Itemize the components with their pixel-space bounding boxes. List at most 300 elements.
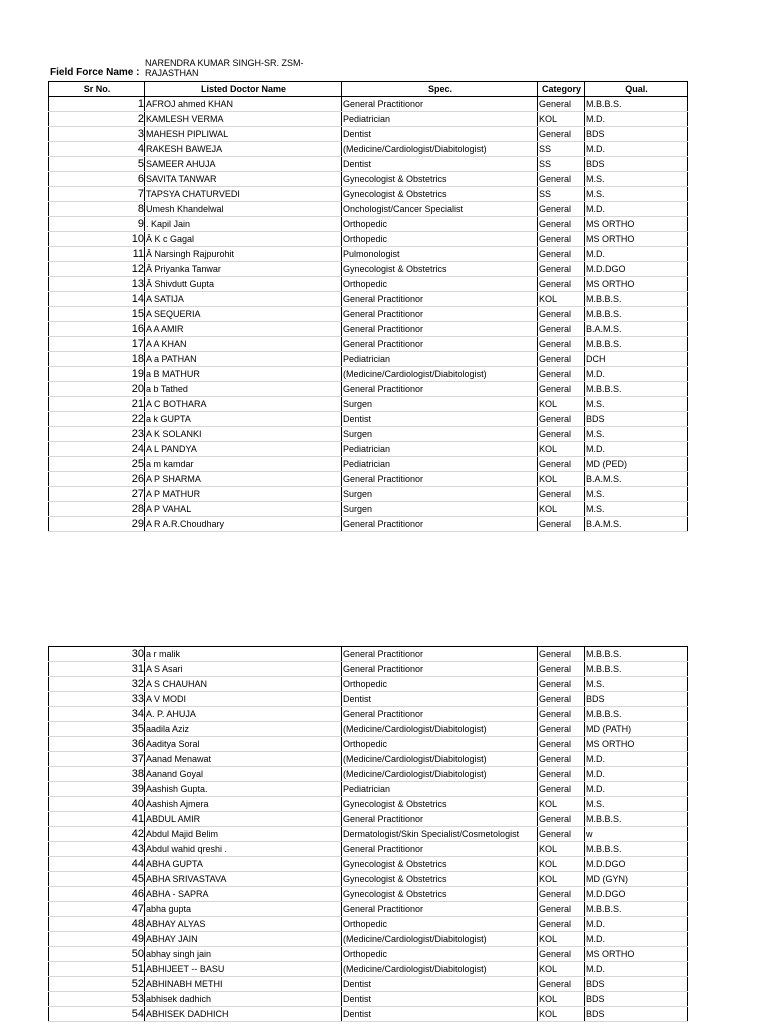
table-row xyxy=(49,647,688,662)
spec-cell: Dentist xyxy=(342,977,538,992)
qual-cell: M.D. xyxy=(585,932,688,947)
sr-no-cell: 33 xyxy=(49,692,145,707)
doctor-name-cell: Aanad Menawat xyxy=(145,752,342,767)
table-row xyxy=(49,707,688,722)
category-cell: General xyxy=(538,457,585,472)
spec-cell: Gynecologist & Obstetrics xyxy=(342,797,538,812)
category-cell: General xyxy=(538,217,585,232)
qual-cell: M.D.DGO xyxy=(585,262,688,277)
category-cell: General xyxy=(538,307,585,322)
spec-cell: Dentist xyxy=(342,992,538,1007)
spec-cell: Gynecologist & Obstetrics xyxy=(342,262,538,277)
category-cell: General xyxy=(538,887,585,902)
doctor-name-cell: ABHIJEET -- BASU xyxy=(145,962,342,977)
table-row xyxy=(49,442,688,457)
doctor-name-cell: A P MATHUR xyxy=(145,487,342,502)
table-row xyxy=(49,917,688,932)
category-cell: KOL xyxy=(538,292,585,307)
sr-no-cell: 13 xyxy=(49,277,145,292)
category-cell: General xyxy=(538,902,585,917)
spec-cell: Pediatrician xyxy=(342,442,538,457)
qual-cell: M.D. xyxy=(585,917,688,932)
category-cell: General xyxy=(538,782,585,797)
doctor-name-cell: Â K c Gagal xyxy=(145,232,342,247)
qual-cell: M.B.B.S. xyxy=(585,707,688,722)
sr-no-cell: 25 xyxy=(49,457,145,472)
spec-cell: Gynecologist & Obstetrics xyxy=(342,887,538,902)
spec-cell: (Medicine/Cardiologist/Diabitologist) xyxy=(342,767,538,782)
spec-cell: Dentist xyxy=(342,1007,538,1022)
table-row xyxy=(49,737,688,752)
sr-no-cell: 39 xyxy=(49,782,145,797)
table-row xyxy=(49,887,688,902)
sr-no-cell: 34 xyxy=(49,707,145,722)
table-row xyxy=(49,932,688,947)
category-cell: General xyxy=(538,647,585,662)
sr-no-cell: 48 xyxy=(49,917,145,932)
qual-cell: BDS xyxy=(585,977,688,992)
sr-no-cell: 11 xyxy=(49,247,145,262)
table-row xyxy=(49,382,688,397)
spec-cell: Gynecologist & Obstetrics xyxy=(342,872,538,887)
table-row xyxy=(49,782,688,797)
sr-no-cell: 14 xyxy=(49,292,145,307)
table-row xyxy=(49,202,688,217)
doctor-name-cell: A L PANDYA xyxy=(145,442,342,457)
category-cell: General xyxy=(538,917,585,932)
sr-no-cell: 32 xyxy=(49,677,145,692)
sr-no-cell: 7 xyxy=(49,187,145,202)
qual-cell: M.D. xyxy=(585,752,688,767)
sr-no-cell: 27 xyxy=(49,487,145,502)
sr-no-cell: 19 xyxy=(49,367,145,382)
qual-cell: DCH xyxy=(585,352,688,367)
qual-cell: M.S. xyxy=(585,172,688,187)
sr-no-cell: 38 xyxy=(49,767,145,782)
sr-no-cell: 54 xyxy=(49,1007,145,1022)
category-cell: General xyxy=(538,827,585,842)
doctor-name-cell: A S CHAUHAN xyxy=(145,677,342,692)
table-row xyxy=(49,722,688,737)
table-row xyxy=(49,1007,688,1022)
category-cell: KOL xyxy=(538,857,585,872)
sr-no-cell: 15 xyxy=(49,307,145,322)
qual-cell: M.D. xyxy=(585,962,688,977)
doctor-name-cell: Abdul Majid Belim xyxy=(145,827,342,842)
category-cell: General xyxy=(538,427,585,442)
doctor-name-cell: a m kamdar xyxy=(145,457,342,472)
table-row xyxy=(49,232,688,247)
sr-no-cell: 41 xyxy=(49,812,145,827)
table-row xyxy=(49,247,688,262)
table-row xyxy=(49,172,688,187)
sr-no-cell: 46 xyxy=(49,887,145,902)
qual-cell: M.D. xyxy=(585,202,688,217)
table-row xyxy=(49,157,688,172)
category-cell: KOL xyxy=(538,1007,585,1022)
doctor-name-cell: ABHA GUPTA xyxy=(145,857,342,872)
sr-no-cell: 17 xyxy=(49,337,145,352)
spec-cell: General Practitionor xyxy=(342,382,538,397)
doctor-name-cell: Aanand Goyal xyxy=(145,767,342,782)
doctor-name-cell: aadila Aziz xyxy=(145,722,342,737)
qual-cell: M.S. xyxy=(585,677,688,692)
table-row xyxy=(49,217,688,232)
doctor-name-cell: Umesh Khandelwal xyxy=(145,202,342,217)
doctor-name-cell: abhay singh jain xyxy=(145,947,342,962)
table-row xyxy=(49,692,688,707)
doctor-name-cell: A C BOTHARA xyxy=(145,397,342,412)
category-cell: General xyxy=(538,127,585,142)
category-cell: KOL xyxy=(538,442,585,457)
doctor-name-cell: a k GUPTA xyxy=(145,412,342,427)
category-cell: General xyxy=(538,277,585,292)
spec-cell: Dermatologist/Skin Specialist/Cosmetologist xyxy=(342,827,538,842)
sr-no-cell: 53 xyxy=(49,992,145,1007)
table-row xyxy=(49,947,688,962)
field-force-label: Field Force Name : xyxy=(50,67,140,78)
col-header-spec: Spec. xyxy=(342,82,538,97)
qual-cell: MD (GYN) xyxy=(585,872,688,887)
qual-cell: MD (PED) xyxy=(585,457,688,472)
qual-cell: M.D. xyxy=(585,142,688,157)
spec-cell: General Practitionor xyxy=(342,902,538,917)
category-cell: General xyxy=(538,692,585,707)
col-header-qual: Qual. xyxy=(585,82,688,97)
col-header-doctor-name: Listed Doctor Name xyxy=(145,82,342,97)
category-cell: KOL xyxy=(538,932,585,947)
qual-cell: w xyxy=(585,827,688,842)
table-row xyxy=(49,872,688,887)
doctor-name-cell: Â Narsingh Rajpurohit xyxy=(145,247,342,262)
category-cell: General xyxy=(538,737,585,752)
category-cell: KOL xyxy=(538,992,585,1007)
sr-no-cell: 49 xyxy=(49,932,145,947)
qual-cell: BDS xyxy=(585,412,688,427)
spec-cell: General Practitionor xyxy=(342,662,538,677)
sr-no-cell: 51 xyxy=(49,962,145,977)
spec-cell: Orthopedic xyxy=(342,947,538,962)
qual-cell: BDS xyxy=(585,157,688,172)
spec-cell: (Medicine/Cardiologist/Diabitologist) xyxy=(342,752,538,767)
table-row xyxy=(49,187,688,202)
doctor-table-page-1 xyxy=(48,81,688,532)
qual-cell: M.B.B.S. xyxy=(585,337,688,352)
doctor-name-cell: A V MODI xyxy=(145,692,342,707)
doctor-name-cell: A R A.R.Choudhary xyxy=(145,517,342,532)
spec-cell: Dentist xyxy=(342,692,538,707)
spec-cell: General Practitionor xyxy=(342,337,538,352)
spec-cell: Gynecologist & Obstetrics xyxy=(342,187,538,202)
qual-cell: M.B.B.S. xyxy=(585,382,688,397)
spec-cell: General Practitionor xyxy=(342,97,538,112)
category-cell: General xyxy=(538,517,585,532)
qual-cell: M.B.B.S. xyxy=(585,647,688,662)
qual-cell: M.B.B.S. xyxy=(585,662,688,677)
doctor-name-cell: ABHINABH METHI xyxy=(145,977,342,992)
sr-no-cell: 1 xyxy=(49,97,145,112)
table-row xyxy=(49,397,688,412)
doctor-name-cell: AFROJ ahmed KHAN xyxy=(145,97,342,112)
doctor-name-cell: Aashish Gupta. xyxy=(145,782,342,797)
spec-cell: General Practitionor xyxy=(342,472,538,487)
qual-cell: MS ORTHO xyxy=(585,737,688,752)
qual-cell: M.D. xyxy=(585,247,688,262)
category-cell: General xyxy=(538,977,585,992)
qual-cell: M.S. xyxy=(585,487,688,502)
category-cell: General xyxy=(538,382,585,397)
category-cell: General xyxy=(538,322,585,337)
qual-cell: BDS xyxy=(585,992,688,1007)
table-row xyxy=(49,112,688,127)
category-cell: General xyxy=(538,247,585,262)
spec-cell: Gynecologist & Obstetrics xyxy=(342,857,538,872)
doctor-name-cell: A a PATHAN xyxy=(145,352,342,367)
qual-cell: B.A.M.S. xyxy=(585,322,688,337)
sr-no-cell: 10 xyxy=(49,232,145,247)
doctor-name-cell: Â Priyanka Tanwar xyxy=(145,262,342,277)
sr-no-cell: 12 xyxy=(49,262,145,277)
spec-cell: Orthopedic xyxy=(342,232,538,247)
table-row xyxy=(49,487,688,502)
qual-cell: M.D.DGO xyxy=(585,857,688,872)
sr-no-cell: 29 xyxy=(49,517,145,532)
doctor-name-cell: a r malik xyxy=(145,647,342,662)
spec-cell: Orthopedic xyxy=(342,737,538,752)
doctor-name-cell: ABHA - SAPRA xyxy=(145,887,342,902)
qual-cell: MS ORTHO xyxy=(585,217,688,232)
sr-no-cell: 6 xyxy=(49,172,145,187)
spec-cell: Surgen xyxy=(342,427,538,442)
spec-cell: (Medicine/Cardiologist/Diabitologist) xyxy=(342,367,538,382)
qual-cell: MS ORTHO xyxy=(585,232,688,247)
spec-cell: Orthopedic xyxy=(342,677,538,692)
category-cell: KOL xyxy=(538,842,585,857)
doctor-table-page-2 xyxy=(48,646,688,1022)
doctor-name-cell: ABHA SRIVASTAVA xyxy=(145,872,342,887)
spec-cell: Surgen xyxy=(342,487,538,502)
qual-cell: M.S. xyxy=(585,397,688,412)
doctor-name-cell: Â Shivdutt Gupta xyxy=(145,277,342,292)
sr-no-cell: 22 xyxy=(49,412,145,427)
qual-cell: M.B.B.S. xyxy=(585,307,688,322)
doctor-name-cell: A SEQUERIA xyxy=(145,307,342,322)
doctor-name-cell: A P SHARMA xyxy=(145,472,342,487)
qual-cell: BDS xyxy=(585,127,688,142)
qual-cell: M.S. xyxy=(585,187,688,202)
spec-cell: (Medicine/Cardiologist/Diabitologist) xyxy=(342,962,538,977)
spec-cell: General Practitionor xyxy=(342,322,538,337)
doctor-name-cell: A A AMIR xyxy=(145,322,342,337)
spec-cell: Pediatrician xyxy=(342,352,538,367)
category-cell: General xyxy=(538,752,585,767)
spec-cell: General Practitionor xyxy=(342,647,538,662)
doctor-name-cell: A A KHAN xyxy=(145,337,342,352)
table-row xyxy=(49,412,688,427)
table-row xyxy=(49,902,688,917)
doctor-name-cell: a B MATHUR xyxy=(145,367,342,382)
table-row xyxy=(49,827,688,842)
qual-cell: M.B.B.S. xyxy=(585,842,688,857)
table-row xyxy=(49,857,688,872)
doctor-name-cell: RAKESH BAWEJA xyxy=(145,142,342,157)
spec-cell: (Medicine/Cardiologist/Diabitologist) xyxy=(342,142,538,157)
spec-cell: Surgen xyxy=(342,502,538,517)
qual-cell: M.D.DGO xyxy=(585,887,688,902)
category-cell: General xyxy=(538,947,585,962)
sr-no-cell: 9 xyxy=(49,217,145,232)
table-row xyxy=(49,662,688,677)
category-cell: General xyxy=(538,412,585,427)
category-cell: General xyxy=(538,352,585,367)
doctor-name-cell: Aaditya Soral xyxy=(145,737,342,752)
category-cell: General xyxy=(538,367,585,382)
doctor-name-cell: ABDUL AMIR xyxy=(145,812,342,827)
table-row xyxy=(49,352,688,367)
spec-cell: Pediatrician xyxy=(342,782,538,797)
doctor-name-cell: A S Asari xyxy=(145,662,342,677)
doctor-name-cell: Aashish Ajmera xyxy=(145,797,342,812)
sr-no-cell: 16 xyxy=(49,322,145,337)
qual-cell: BDS xyxy=(585,692,688,707)
table-row xyxy=(49,517,688,532)
qual-cell: M.S. xyxy=(585,502,688,517)
sr-no-cell: 42 xyxy=(49,827,145,842)
table-header-row xyxy=(49,82,688,97)
category-cell: KOL xyxy=(538,472,585,487)
category-cell: SS xyxy=(538,187,585,202)
col-header-sr-no: Sr No. xyxy=(49,82,145,97)
qual-cell: M.D. xyxy=(585,112,688,127)
doctor-name-cell: . Kapil Jain xyxy=(145,217,342,232)
category-cell: KOL xyxy=(538,502,585,517)
qual-cell: M.B.B.S. xyxy=(585,292,688,307)
sr-no-cell: 30 xyxy=(49,647,145,662)
category-cell: General xyxy=(538,232,585,247)
table-row xyxy=(49,277,688,292)
category-cell: General xyxy=(538,337,585,352)
qual-cell: M.B.B.S. xyxy=(585,902,688,917)
category-cell: General xyxy=(538,722,585,737)
sr-no-cell: 31 xyxy=(49,662,145,677)
qual-cell: M.D. xyxy=(585,367,688,382)
category-cell: General xyxy=(538,487,585,502)
category-cell: General xyxy=(538,97,585,112)
sr-no-cell: 26 xyxy=(49,472,145,487)
table-row xyxy=(49,977,688,992)
table-row xyxy=(49,292,688,307)
spec-cell: Pediatrician xyxy=(342,112,538,127)
sr-no-cell: 8 xyxy=(49,202,145,217)
table-row xyxy=(49,427,688,442)
table-row xyxy=(49,992,688,1007)
table-row xyxy=(49,337,688,352)
spec-cell: Dentist xyxy=(342,127,538,142)
doctor-name-cell: A P VAHAL xyxy=(145,502,342,517)
sr-no-cell: 50 xyxy=(49,947,145,962)
sr-no-cell: 45 xyxy=(49,872,145,887)
sr-no-cell: 21 xyxy=(49,397,145,412)
sr-no-cell: 36 xyxy=(49,737,145,752)
qual-cell: B.A.M.S. xyxy=(585,517,688,532)
spec-cell: General Practitionor xyxy=(342,812,538,827)
category-cell: General xyxy=(538,202,585,217)
table-row xyxy=(49,752,688,767)
spec-cell: (Medicine/Cardiologist/Diabitologist) xyxy=(342,932,538,947)
qual-cell: M.B.B.S. xyxy=(585,812,688,827)
doctor-name-cell: Abdul wahid qreshi . xyxy=(145,842,342,857)
table-row xyxy=(49,262,688,277)
qual-cell: BDS xyxy=(585,1007,688,1022)
table-row xyxy=(49,767,688,782)
category-cell: KOL xyxy=(538,797,585,812)
spec-cell: Pulmonologist xyxy=(342,247,538,262)
qual-cell: MS ORTHO xyxy=(585,947,688,962)
sr-no-cell: 28 xyxy=(49,502,145,517)
table-row xyxy=(49,842,688,857)
table-row xyxy=(49,142,688,157)
category-cell: General xyxy=(538,767,585,782)
doctor-name-cell: SAVITA TANWAR xyxy=(145,172,342,187)
spec-cell: (Medicine/Cardiologist/Diabitologist) xyxy=(342,722,538,737)
sr-no-cell: 52 xyxy=(49,977,145,992)
sr-no-cell: 47 xyxy=(49,902,145,917)
qual-cell: M.D. xyxy=(585,767,688,782)
category-cell: KOL xyxy=(538,112,585,127)
spec-cell: Surgen xyxy=(342,397,538,412)
doctor-name-cell: a b Tathed xyxy=(145,382,342,397)
sr-no-cell: 2 xyxy=(49,112,145,127)
sr-no-cell: 24 xyxy=(49,442,145,457)
category-cell: KOL xyxy=(538,872,585,887)
table-row xyxy=(49,457,688,472)
spec-cell: General Practitionor xyxy=(342,307,538,322)
sr-no-cell: 37 xyxy=(49,752,145,767)
table-row xyxy=(49,322,688,337)
spec-cell: General Practitionor xyxy=(342,292,538,307)
sr-no-cell: 4 xyxy=(49,142,145,157)
spec-cell: General Practitionor xyxy=(342,517,538,532)
col-header-category: Category xyxy=(538,82,585,97)
doctor-name-cell: ABHAY ALYAS xyxy=(145,917,342,932)
table-row xyxy=(49,127,688,142)
category-cell: General xyxy=(538,662,585,677)
category-cell: General xyxy=(538,262,585,277)
doctor-name-cell: ABHAY JAIN xyxy=(145,932,342,947)
table-row xyxy=(49,367,688,382)
sr-no-cell: 23 xyxy=(49,427,145,442)
doctor-name-cell: TAPSYA CHATURVEDI xyxy=(145,187,342,202)
sr-no-cell: 44 xyxy=(49,857,145,872)
spec-cell: Dentist xyxy=(342,157,538,172)
spec-cell: General Practitionor xyxy=(342,842,538,857)
sr-no-cell: 35 xyxy=(49,722,145,737)
table-row xyxy=(49,472,688,487)
sr-no-cell: 3 xyxy=(49,127,145,142)
spec-cell: Orthopedic xyxy=(342,277,538,292)
spec-cell: Orthopedic xyxy=(342,217,538,232)
spec-cell: General Practitionor xyxy=(342,707,538,722)
category-cell: General xyxy=(538,172,585,187)
doctor-name-cell: SAMEER AHUJA xyxy=(145,157,342,172)
doctor-name-cell: A. P. AHUJA xyxy=(145,707,342,722)
spec-cell: Onchologist/Cancer Specialist xyxy=(342,202,538,217)
sr-no-cell: 18 xyxy=(49,352,145,367)
sr-no-cell: 40 xyxy=(49,797,145,812)
qual-cell: B.A.M.S. xyxy=(585,472,688,487)
category-cell: KOL xyxy=(538,397,585,412)
category-cell: General xyxy=(538,812,585,827)
